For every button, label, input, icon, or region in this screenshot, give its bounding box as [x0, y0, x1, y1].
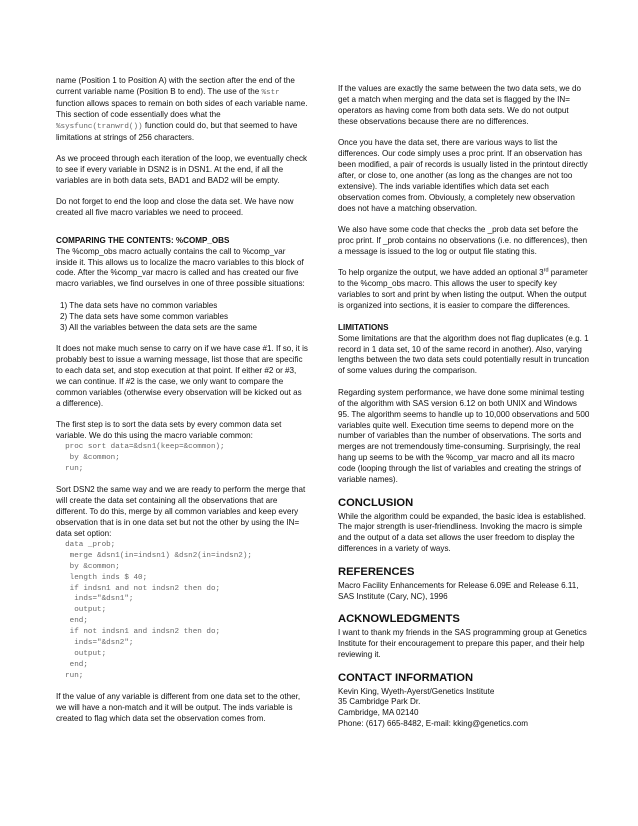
contact-line: Cambridge, MA 02140 — [338, 708, 419, 718]
paragraph: Do not forget to end the loop and close the data set. We have now created all five macro variables we need to proceed. — [56, 197, 294, 218]
left-column — [56, 76, 308, 736]
superscript: rd — [543, 267, 549, 274]
text: To help organize the output, we have added an optional 3 — [338, 268, 544, 278]
inline-code: %str — [261, 88, 280, 97]
paragraph — [56, 76, 308, 143]
paragraph: Once you have the data set, there are various ways to list the differences. Our code simply uses a proc print. If an observation has been modified, a pair of records is usually listed in the printout directly after, or close to, one another (as long as the changes are not too extensive). The inds variable identifies which data set each observation comes from. Obviously, a completely new observation does not have a matching observation. — [338, 138, 588, 213]
contact-line: Kevin King, Wyeth-Ayerst/Genetics Institute — [338, 686, 495, 696]
paragraph: If the values are exactly the same between the two data sets, we do get a match when merging and the data set is flagged by the IN= operators as having come from both data sets. We do not output these observations because there are no differences. — [338, 84, 581, 126]
paragraph: The %comp_obs macro actually contains the call to %comp_var inside it. This allows us to localize the macro variables to this block of code. After the %comp_var macro is called and has created our five macro variables, we find ourselves in one of three possible situations: — [56, 246, 305, 289]
paragraph: As we proceed through each iteration of the loop, we eventually check to see if every variable in DSN2 is in DSN1. At the end, if all the variables are in both data sets, BAD1 and BAD2 will be empty. — [56, 154, 308, 185]
section-heading: COMPARING THE CONTENTS: %COMP_OBS — [56, 235, 230, 245]
paragraph: It does not make much sense to carry on if we have case #1. If so, it is probably best to issue a warning message, list those that are specific to each data set, and stop execution at that point. If either #2 or #3, we can continue. If #2 is the case, we only want to compare the common variables (otherwise every observation will be kicked out as a difference). — [56, 344, 308, 408]
paragraph: Sort DSN2 the same way and we are ready to perform the merge that will create the data set containing all the observations that are different. To do this, merge by all common variables and keep every observation that is in one data set but not the other by using the IN= data set option: — [56, 485, 306, 538]
list-item: 1) The data sets have no common variables — [60, 300, 218, 310]
code-block-proc-sort: proc sort data=&dsn1(keep=&common); by &common; run; — [65, 443, 225, 473]
paragraph: Some limitations are that the algorithm does not flag duplicates (e.g. 1 record in 1 data set, 10 of the same record in another). Also, varying lengths between the two data sets could potentially result in truncation of some values during the comparison. — [338, 333, 590, 376]
list-item: 2) The data sets have some common variables — [60, 311, 229, 321]
paragraph: The first step is to sort the data sets by every common data set variable. We do this using the macro variable common: — [56, 420, 282, 441]
contact-block — [338, 687, 590, 731]
conclusion-heading: CONCLUSION — [338, 496, 414, 509]
paragraph: I want to thank my friends in the SAS programming group at Genetics Institute for their encouragement to prepare this paper, and their help reviewing it. — [338, 628, 587, 659]
paragraph: We also have some code that checks the _prob data set before the proc print. If _prob contains no observations (i.e. no differences), then a message is issued to the log or output file stating this. — [338, 225, 588, 256]
section-heading: LIMITATIONS — [338, 322, 389, 332]
paragraph: Macro Facility Enhancements for Release 6.09E and Release 6.11, SAS Institute (Cary, NC), 1996 — [338, 580, 579, 601]
text: parameter to the %comp_obs macro. This allows the user to specify key variables to sort and print by when listing the output. When the output is organized into sections, it is easier to compare the differences. — [338, 268, 588, 311]
acknowledgments-heading: ACKNOWLEDGMENTS — [338, 613, 460, 626]
paragraph — [338, 268, 590, 312]
contact-line: 35 Cambridge Park Dr. — [338, 697, 421, 707]
text: function could do, but that seemed to have limitations at strings of 256 characters. — [56, 120, 298, 142]
list-item: 3) All the variables between the data sets are the same — [60, 322, 258, 332]
code-block-data-step: data _prob; merge &dsn1(in=indsn1) &dsn2(in=indsn2); by &common; length inds $ 40; if indsn1 and not indsn2 then do; inds="&dsn1"; output; end; if not indsn1 and indsn2 then do; inds="&dsn2"; output; end; run; — [65, 540, 252, 680]
paragraph: While the algorithm could be expanded, the basic idea is established. The major strength is user-friendliness. Invoking the macro is simple and the output of a data set allows the user freedom to display the differences in a variety of ways. — [338, 511, 586, 554]
inline-code: %sysfunc(tranwrd()) — [56, 122, 143, 131]
text: name (Position 1 to Position A) with the section after the end of the current variable name (Position B to end). The use of the — [56, 76, 295, 96]
paragraph: Regarding system performance, we have done some minimal testing of the algorithm with SAS version 6.12 on both UNIX and Windows 95. The algorithm seems to handle up to 10,000 observations and 500 variables quite well. Execution time seems to depend more on the number of variables than the number of observations. The sorts and merges are not tremendously time-consuming. Surprisingly, the real hang up seems to be with the %comp_var macro and all its macro code (looping through the list of variables and creating the strings of variable names). — [338, 387, 590, 485]
text: function allows spaces to remain on both sides of each variable name. This section of code essentially does what the — [56, 98, 308, 119]
right-column — [338, 84, 590, 730]
contact-heading: CONTACT INFORMATION — [338, 671, 474, 684]
references-heading: REFERENCES — [338, 565, 415, 578]
contact-line: Phone: (617) 665-8482, E-mail: kking@genetics.com — [338, 719, 528, 729]
situation-list — [56, 301, 308, 334]
paragraph: If the value of any variable is different from one data set to the other, we will have a non-match and it will be output. The inds variable is created to flag which data set the observation comes from. — [56, 692, 301, 724]
